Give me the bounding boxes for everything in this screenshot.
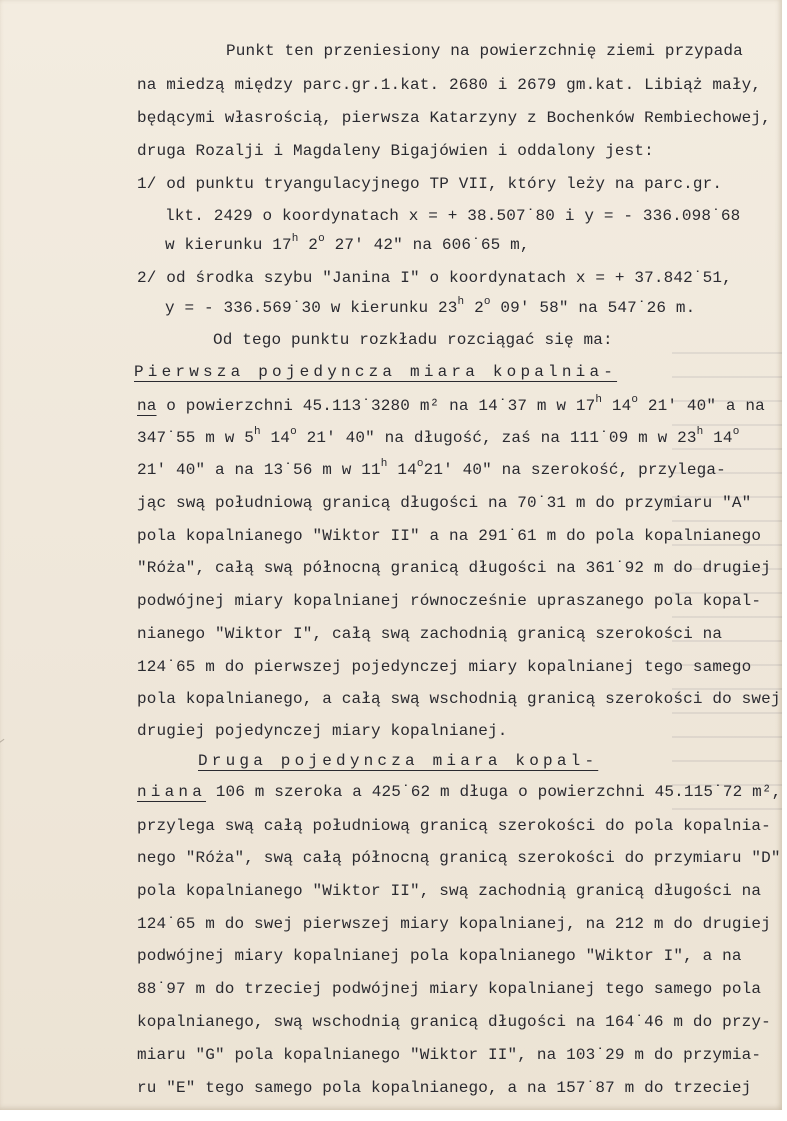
- text-line: lkt. 2429 o koordynatach x = + 38.507˙80 i y = - 336.098˙68: [165, 207, 741, 225]
- text-line: na miedzą między parc.gr.1.kat. 2680 i 2679 gm.kat. Libiąż mały,: [137, 76, 762, 94]
- first-line-3: 21' 40" a na 13˙56 m w 11$^h$ 14$^o$21' 40" na szerokość, przylega-: [137, 458, 726, 479]
- first-line-1: na o powierzchni 45.113˙3280 m² na 14˙37 m w 17$^h$ 14$^o$ 21' 40" a na: [137, 394, 765, 415]
- section-heading-second: Druga pojedyncza miara kopal-: [198, 752, 599, 770]
- text-line: pola kopalnianego "Wiktor II" a na 291˙61 m do pola kopalnianego: [137, 527, 762, 545]
- text-line: Punkt ten przeniesiony na powierzchnię ziemi przypada: [226, 42, 743, 60]
- text-line: podwójnej miary kopalnianej pola kopalnianego "Wiktor I", a na: [137, 947, 742, 965]
- text-line: 124˙65 m do swej pierwszej miary kopalnianej, na 212 m do drugiej: [137, 915, 771, 933]
- text-line: podwójnej miary kopalnianej równocześnie upraszanego pola kopal-: [137, 592, 762, 610]
- text-line: 88˙97 m do trzeciej podwójnej miary kopalnianej tego samego pola: [137, 980, 762, 998]
- direction-line-2: y = - 336.569˙30 w kierunku 23$^h$ 2$^o$ 09' 58" na 547˙26 m.: [165, 296, 696, 317]
- text-line: drugiej pojedynczej miary kopalnianej.: [137, 722, 508, 740]
- text-line: nianego "Wiktor I", całą swą zachodnią granicą szerokości na: [137, 625, 723, 643]
- section-heading-first: Pierwsza pojedyncza miara kopalnia-: [134, 363, 618, 381]
- text-line: przylega swą całą południową granicą szerokości do pola kopalnia-: [137, 817, 771, 835]
- text-line: nego "Róża", swą całą północną granicą szerokości do przymiaru "D": [137, 849, 781, 867]
- first-line-2: 347˙55 m w 5$^h$ 14$^o$ 21' 40" na długość, zaś na 111˙09 m w 23$^h$ 14$^o$: [137, 426, 740, 447]
- text-line: jąc swą południową granicą długości na 70˙31 m do przymiaru "A": [137, 494, 752, 512]
- text-line: druga Rozalji i Magdaleny Bigajówien i oddalony jest:: [137, 142, 654, 160]
- text-line: 2/ od środka szybu "Janina I" o koordynatach x = + 37.842˙51,: [137, 269, 732, 287]
- text-line: 1/ od punktu tryangulacyjnego TP VII, który leży na parc.gr.: [137, 175, 723, 193]
- text-line: "Róża", całą swą północną granicą długości na 361˙92 m do drugiej: [137, 559, 771, 577]
- direction-line-1: w kierunku 17$^h$ 2$^o$ 27' 42" na 606˙65 m,: [165, 233, 530, 254]
- text-line: miaru "G" pola kopalnianego "Wiktor II", na 103˙29 m do przymia-: [137, 1046, 762, 1064]
- text-line: Od tego punktu rozkładu rozciągać się ma:: [213, 331, 613, 349]
- text-line: pola kopalnianego "Wiktor II", swą zachodnią granicą długości na: [137, 882, 762, 900]
- second-line-1: niana 106 m szeroka a 425˙62 m długa o powierzchni 45.115˙72 m²,: [137, 783, 782, 801]
- paper-crease: [0, 739, 22, 772]
- text-line: 124˙65 m do pierwszej pojedynczej miary kopalnianej tego samego: [137, 658, 752, 676]
- text-line: kopalnianego, swą wschodnią granicą długości na 164˙46 m do przy-: [137, 1013, 771, 1031]
- text-line: pola kopalnianego, a całą swą wschodnią granicą szerokości do swej: [137, 690, 781, 708]
- text-line: będącymi własrością, pierwsza Katarzyny z Bochenków Rembiechowej,: [137, 109, 771, 127]
- text-line: ru "E" tego samego pola kopalnianego, a na 157˙87 m do trzeciej: [137, 1079, 752, 1097]
